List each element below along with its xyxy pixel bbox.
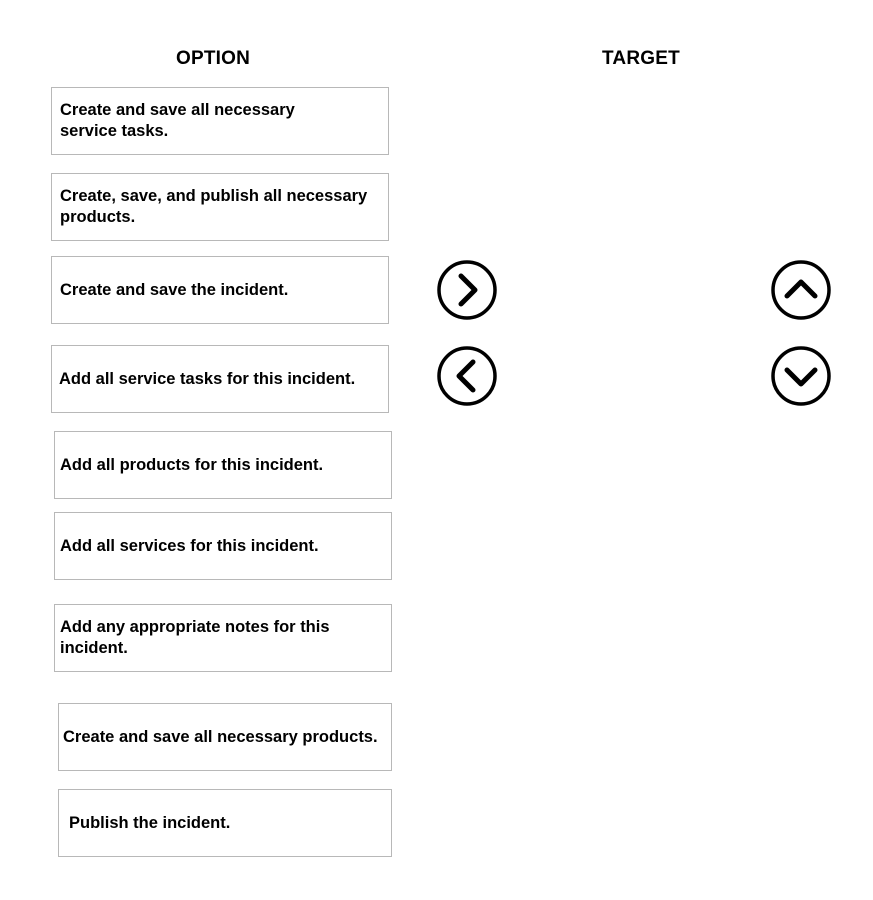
- option-item-label: Create and save the incident.: [60, 280, 289, 299]
- option-item[interactable]: [51, 173, 389, 241]
- option-item[interactable]: [58, 789, 392, 857]
- option-item[interactable]: [51, 256, 389, 324]
- move-up-button[interactable]: [771, 260, 831, 320]
- target-drop-area[interactable]: [420, 86, 850, 866]
- option-item-label: Add any appropriate notes for this incident.: [60, 618, 330, 657]
- option-item-label: Add all service tasks for this incident.: [59, 369, 356, 388]
- option-item-label: Publish the incident.: [69, 813, 231, 832]
- option-item[interactable]: [54, 604, 392, 672]
- chevron-right-circle-icon: [437, 260, 497, 320]
- option-item-label: Create and save all necessary service tasks.: [60, 101, 295, 140]
- move-down-button[interactable]: [771, 346, 831, 406]
- option-item[interactable]: [58, 703, 392, 771]
- chevron-left-circle-icon: [437, 346, 497, 406]
- option-item-label: Create, save, and publish all necessary products.: [60, 187, 368, 226]
- option-column-header: OPTION: [176, 48, 251, 69]
- chevron-down-circle-icon: [771, 346, 831, 406]
- option-item-label: Add all services for this incident.: [60, 536, 319, 555]
- chevron-up-circle-icon: [771, 260, 831, 320]
- move-left-button[interactable]: [437, 346, 497, 406]
- option-item[interactable]: [51, 87, 389, 155]
- move-right-button[interactable]: [437, 260, 497, 320]
- option-item[interactable]: [54, 512, 392, 580]
- option-item-label: Create and save all necessary products.: [63, 727, 378, 746]
- option-item-label: Add all products for this incident.: [60, 455, 324, 474]
- option-item[interactable]: [51, 345, 389, 413]
- option-item[interactable]: [54, 431, 392, 499]
- target-column-header: TARGET: [602, 48, 680, 69]
